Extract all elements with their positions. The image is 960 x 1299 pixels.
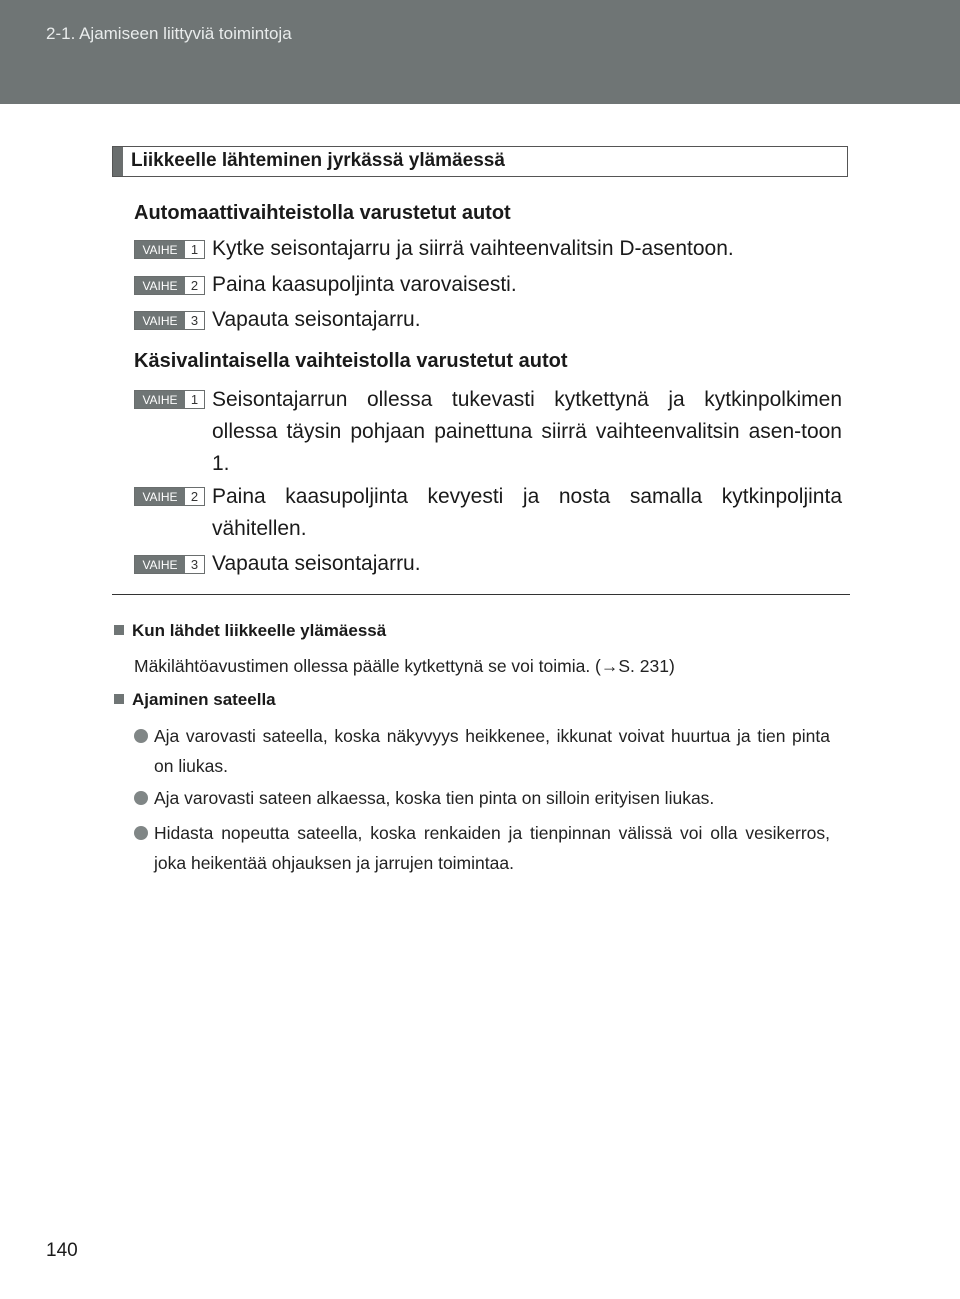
step-text: Vapauta seisontajarru.	[212, 552, 421, 575]
step-text: Paina kaasupoljinta varovaisesti.	[212, 273, 517, 296]
note-heading	[114, 690, 276, 710]
circle-bullet-icon	[134, 729, 148, 743]
bullet-text: Aja varovasti sateen alkaessa, koska tien pinta on silloin erityisen liukas.	[154, 788, 715, 808]
circle-bullet-icon	[134, 791, 148, 805]
note-heading-text: Kun lähdet liikkeelle ylämäessä	[132, 621, 387, 640]
section-accent	[113, 147, 123, 176]
section-divider	[112, 594, 850, 595]
step-badge-label: VAIHE	[135, 391, 185, 408]
note-heading-text: Ajaminen sateella	[132, 690, 276, 709]
circle-bullet-icon	[134, 826, 148, 840]
step-badge-number: 1	[190, 392, 199, 407]
note-heading	[114, 621, 386, 641]
chapter-title: 2-1. Ajamiseen liittyviä toimintoja	[46, 24, 292, 43]
step-text: Kytke seisontajarru ja siirrä vaihteenvalitsin D-asentoon.	[212, 237, 734, 260]
step-badge-label: VAIHE	[135, 241, 185, 258]
step-badge-label: VAIHE	[135, 312, 185, 329]
step-text: Paina kaasupoljinta kevyesti ja nosta samalla kytkinpoljinta vähitellen.	[212, 485, 842, 540]
section-title: Liikkeelle lähteminen jyrkässä ylämäessä	[131, 150, 505, 171]
note-text: Mäkilähtöavustimen ollessa päälle kytkettynä se voi toimia. (→S. 231)	[134, 656, 675, 676]
bullet-text: Hidasta nopeutta sateella, koska renkaiden ja tienpinnan välissä voi olla vesikerros, joka heikentää ohjauksen ja jarrujen toimintaa.	[154, 823, 830, 873]
section-title-bar	[112, 146, 848, 177]
step-badge	[134, 487, 205, 506]
page-number: 140	[46, 1240, 78, 1261]
step-badge-number: 3	[190, 557, 199, 572]
step-badge-label: VAIHE	[135, 488, 185, 505]
step-text: Seisontajarrun ollessa tukevasti kytkettynä ja kytkinpolkimen ollessa täysin pohjaan painettuna siirrä vaihteenvalitsin asen-toon 1.	[212, 388, 842, 475]
step-badge	[134, 276, 205, 295]
bullet-text: Aja varovasti sateella, koska näkyvyys heikkenee, ikkunat voivat huurtua ja tien pinta on liukas.	[154, 726, 830, 776]
step-badge	[134, 240, 205, 259]
automatic-heading: Automaattivaihteistolla varustetut autot	[134, 202, 511, 224]
step-badge-number: 2	[190, 489, 199, 504]
square-bullet-icon	[114, 625, 124, 635]
step-badge	[134, 555, 205, 574]
step-text: Vapauta seisontajarru.	[212, 308, 421, 331]
step-badge-number: 2	[190, 278, 199, 293]
manual-heading: Käsivalintaisella vaihteistolla varustetut autot	[134, 350, 568, 372]
step-badge	[134, 390, 205, 409]
step-badge-number: 1	[190, 242, 199, 257]
step-badge-label: VAIHE	[135, 277, 185, 294]
square-bullet-icon	[114, 694, 124, 704]
page-header	[0, 0, 960, 104]
step-badge	[134, 311, 205, 330]
step-badge-number: 3	[190, 313, 199, 328]
step-badge-label: VAIHE	[135, 556, 185, 573]
